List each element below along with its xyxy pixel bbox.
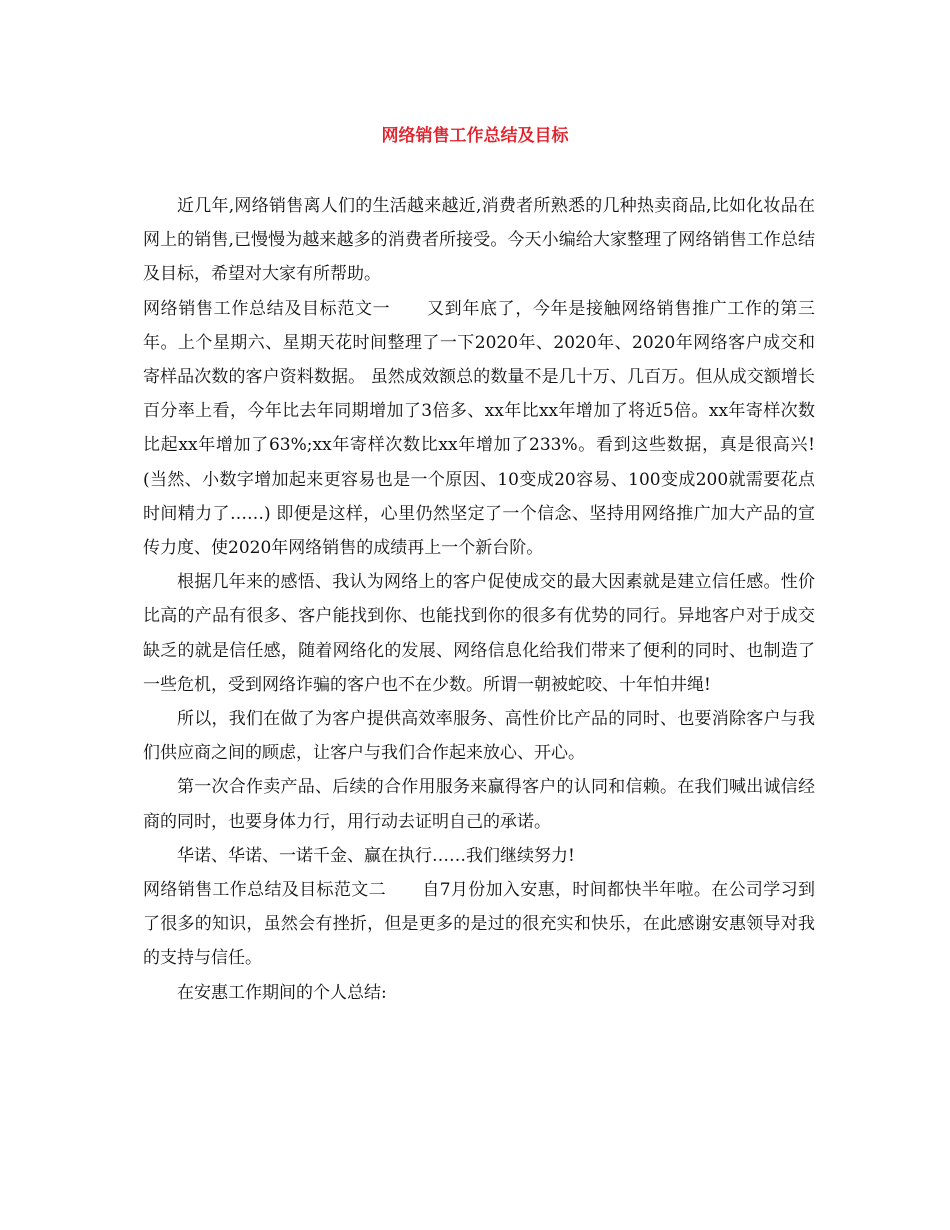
sample-one-text: 又到年底了，今年是接触网络销售推广工作的第三年。上个星期六、星期天花时间整理了一下2020年、2020年、2020年网络客户成交和寄样品次数的客户资料数据。 虽然成效额总的数量不是几十万、几百万。但从成交额增长百分率上看，今年比去年同期增加了3倍多、xx年比xx年增加了将近5倍。xx年寄样次数比起xx年增加了63%;xx年寄样次数比xx年增加了233%。看到这些数据，真是很高兴!(当然、小数字增加起来更容易也是一个原因、10变成20容易、100变成200就需要花点时间精力了……) 即便是这样，心里仍然坚定了一个信念、坚持用网络推广加大产品的宣传力度、使2020年网络销售的成绩再上一个新台阶。 bbox=[143, 298, 816, 559]
sample-two-text: 自7月份加入安惠，时间都快半年啦。在公司学习到了很多的知识，虽然会有挫折，但是更多的是过的很充实和快乐，在此感谢安惠领导对我的支持与信任。 bbox=[143, 880, 815, 969]
paragraph-service: 所以，我们在做了为客户提供高效率服务、高性价比产品的同时、也要消除客户与我们供应商之间的顾虑，让客户与我们合作起来放心、开心。 bbox=[143, 709, 815, 764]
paragraph-sample-one bbox=[143, 292, 815, 566]
paragraph-integrity: 第一次合作卖产品、后续的合作用服务来赢得客户的认同和信赖。在我们喊出诚信经商的同时，也要身体力行，用行动去证明自己的承诺。 bbox=[143, 777, 815, 832]
paragraph-trust: 根据几年来的感悟、我认为网络上的客户促使成交的最大因素就是建立信任感。性价比高的产品有很多、客户能找到你、也能找到你的很多有优势的同行。异地客户对于成交缺乏的就是信任感，随着网络化的发展、网络信息化给我们带来了便利的同时、也制造了一些危机，受到网络诈骗的客户也不在少数。所谓一朝被蛇咬、十年怕井绳! bbox=[143, 572, 815, 695]
paragraph-motto: 华诺、华诺、一诺千金、赢在执行……我们继续努力! bbox=[177, 845, 575, 866]
sample-one-heading: 网络销售工作总结及目标范文一 bbox=[143, 298, 391, 319]
paragraph-sample-two bbox=[143, 873, 815, 976]
document-body bbox=[143, 189, 815, 1010]
paragraph-intro: 近几年,网络销售离人们的生活越来越近,消费者所熟悉的几种热卖商品,比如化妆品在网上的销售,已慢慢为越来越多的消费者所接受。今天小编给大家整理了网络销售工作总结及目标，希望对大家有所帮助。 bbox=[143, 196, 815, 285]
document-title: 网络销售工作总结及目标 bbox=[381, 126, 569, 146]
sample-two-heading: 网络销售工作总结及目标范文二 bbox=[143, 880, 386, 901]
paragraph-summary: 在安惠工作期间的个人总结: bbox=[177, 982, 387, 1003]
